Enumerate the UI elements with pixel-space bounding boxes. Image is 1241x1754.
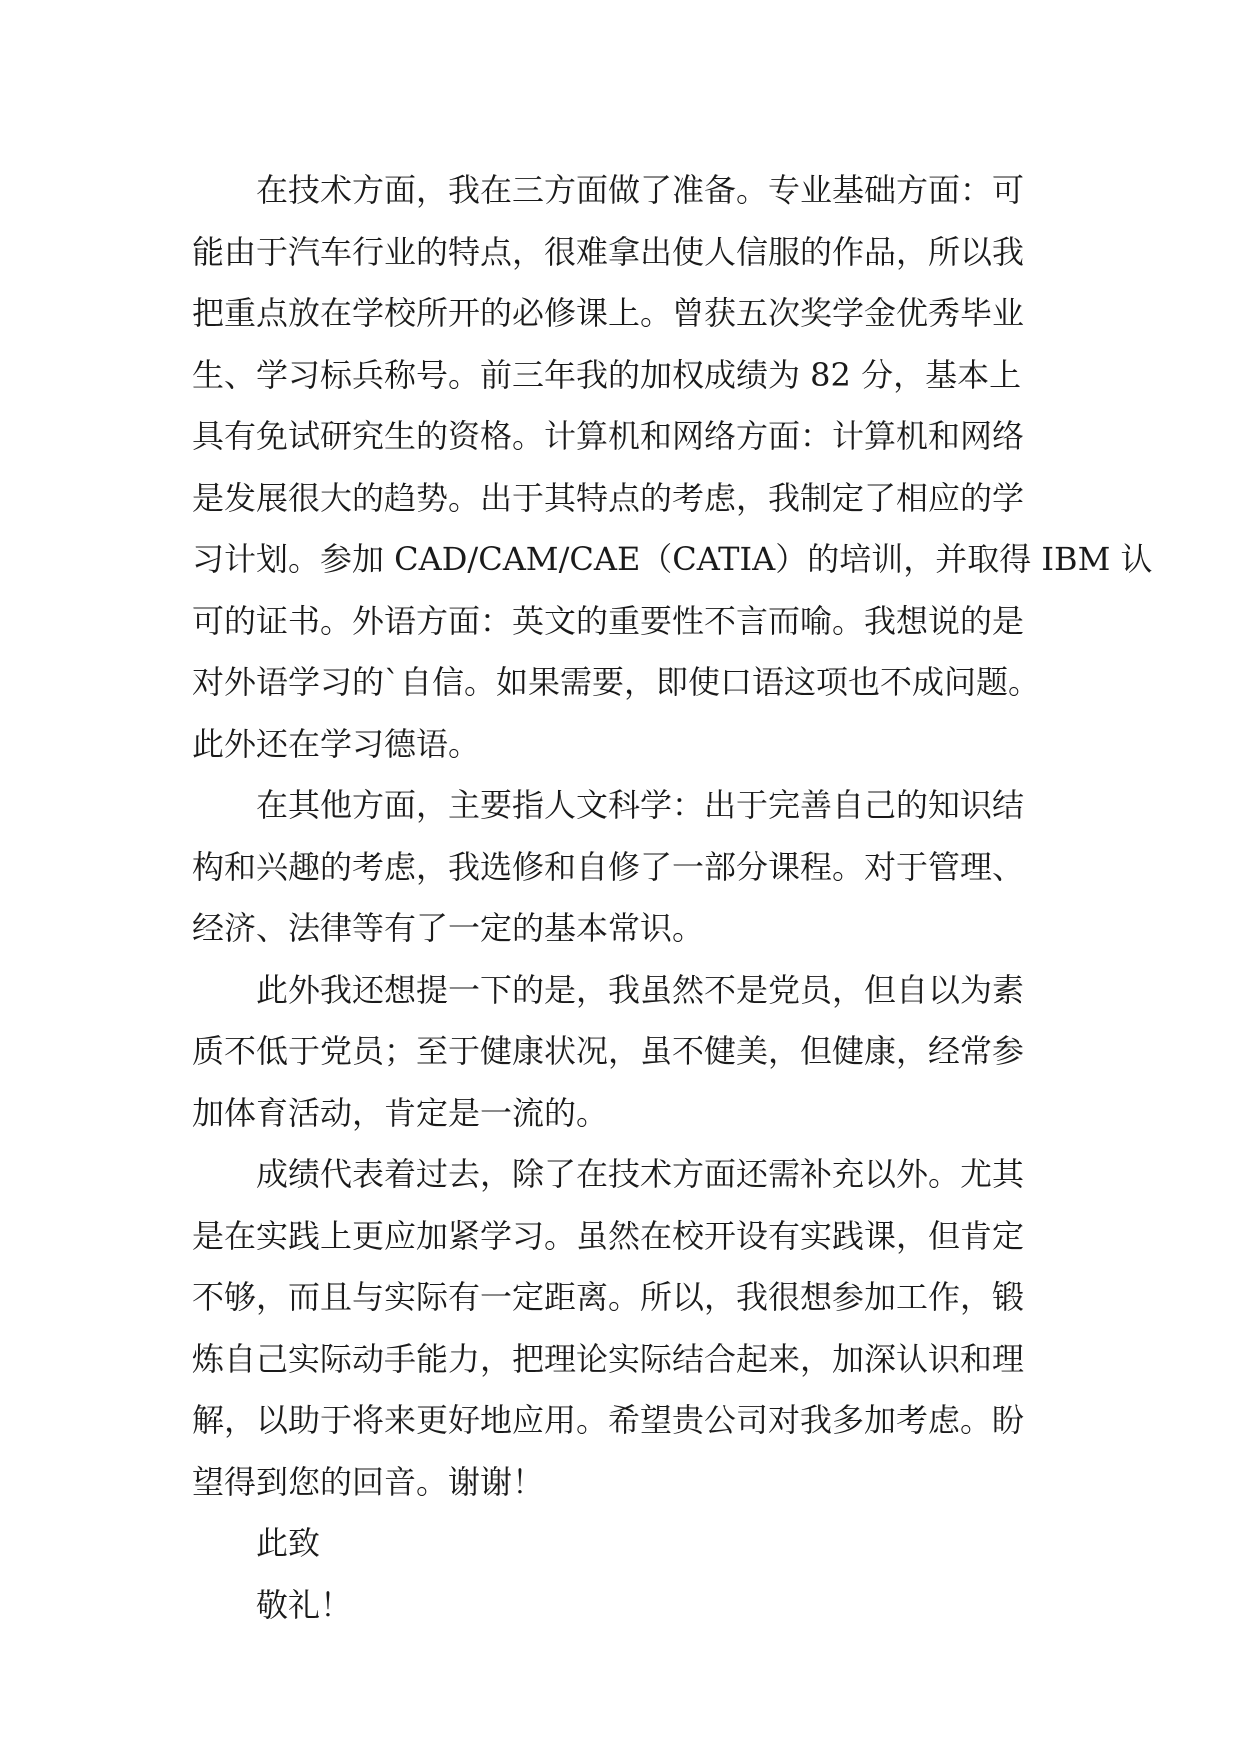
text-line: 是在实践上更应加紧学习。虽然在校开设有实践课，但肯定 [192, 1216, 1025, 1255]
text-line: 炼自己实际动手能力，把理论实际结合起来，加深认识和理 [192, 1339, 1025, 1378]
text-line: 习计划。参加 CAD/CAM/CAE（CATIA）的培训，并取得 IBM 认 [192, 540, 1153, 578]
text-line: 是发展很大的趋势。出于其特点的考虑，我制定了相应的学 [192, 478, 1025, 517]
text-line: 经济、法律等有了一定的基本常识。 [192, 909, 705, 947]
text-line: 望得到您的回音。谢谢！ [192, 1462, 545, 1501]
closing-salutation: 此致 [256, 1524, 321, 1562]
text-line: 解，以助于将来更好地应用。希望贵公司对我多加考虑。盼 [192, 1401, 1025, 1439]
text-line: 生、学习标兵称号。前三年我的加权成绩为 82 分，基本上 [192, 355, 1022, 394]
text-line: 质不低于党员；至于健康状况，虽不健美，但健康，经常参 [192, 1032, 1025, 1070]
text-line: 此外我还想提一下的是，我虽然不是党员，但自以为素 [256, 970, 1025, 1009]
text-line: 可的证书。外语方面：英文的重要性不言而喻。我想说的是 [192, 601, 1025, 640]
text-line: 不够，而且与实际有一定距离。所以，我很想参加工作，锻 [192, 1278, 1025, 1316]
text-line: 在其他方面，主要指人文科学：出于完善自己的知识结 [256, 786, 1025, 824]
text-line: 对外语学习的`自信。如果需要，即使口语这项也不成问题。 [192, 663, 1041, 701]
text-line: 具有免试研究生的资格。计算机和网络方面：计算机和网络 [192, 417, 1025, 455]
text-line: 能由于汽车行业的特点，很难拿出使人信服的作品，所以我 [192, 232, 1025, 271]
text-line: 此外还在学习德语。 [192, 724, 481, 763]
text-line: 加体育活动，肯定是一流的。 [192, 1093, 609, 1132]
closing-regards: 敬礼！ [256, 1585, 353, 1624]
text-line: 把重点放在学校所开的必修课上。曾获五次奖学金优秀毕业 [192, 294, 1025, 332]
letter-body [192, 160, 1153, 1636]
text-line: 在技术方面，我在三方面做了准备。专业基础方面：可 [256, 171, 1025, 209]
text-line: 成绩代表着过去，除了在技术方面还需补充以外。尤其 [256, 1155, 1025, 1193]
text-line: 构和兴趣的考虑，我选修和自修了一部分课程。对于管理、 [192, 847, 1025, 886]
